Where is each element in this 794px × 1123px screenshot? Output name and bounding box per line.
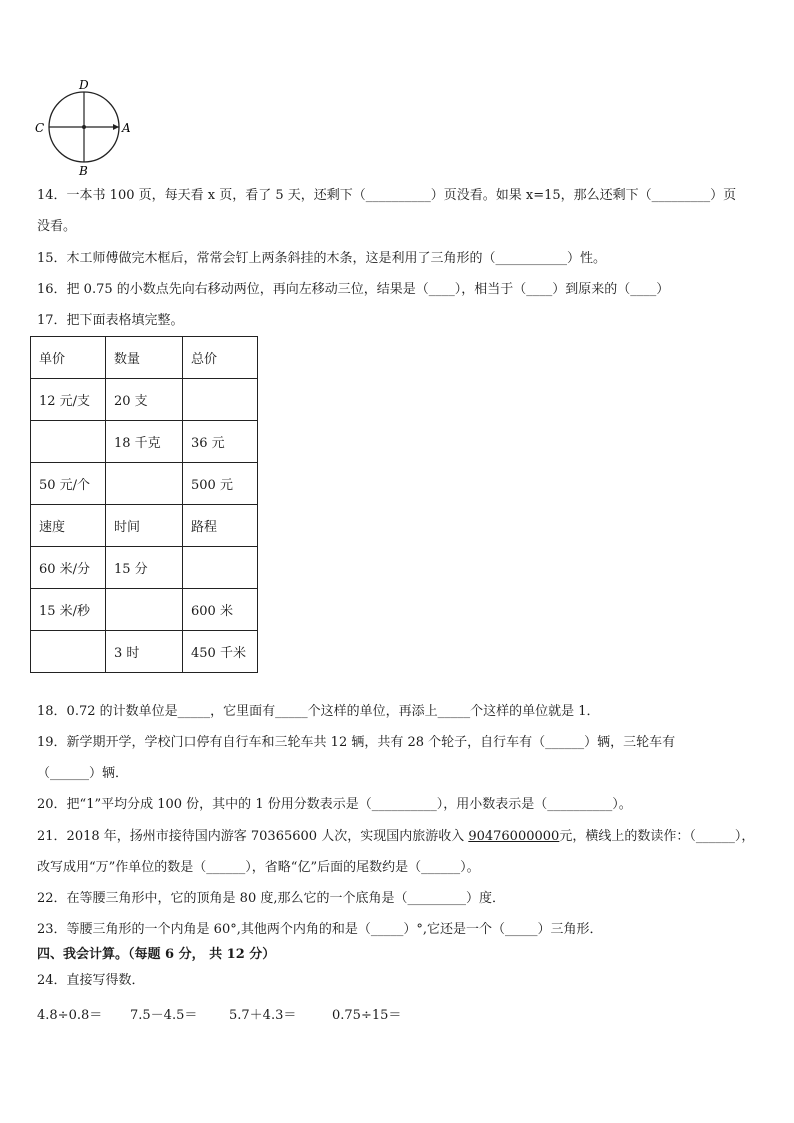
label-c: C (35, 121, 45, 135)
label-d: D (79, 78, 89, 92)
table-cell: 总价 (183, 337, 258, 379)
question-19-line2: （______）辆． (37, 766, 129, 781)
question-17: 17．把下面表格填完整。 (37, 313, 184, 328)
table-cell (31, 421, 106, 463)
table-row (31, 589, 258, 631)
table-cell: 路程 (183, 505, 258, 547)
table-row (31, 421, 258, 463)
table-cell: 50 元/个 (31, 463, 106, 505)
question-22: 22．在等腰三角形中，它的顶角是 80 度,那么它的一个底角是（_________）度． (37, 891, 505, 906)
question-21-line1 (37, 829, 754, 845)
expression: 7.5－4.5＝ (130, 1008, 198, 1023)
table-cell: 18 千克 (106, 421, 183, 463)
label-a: A (122, 121, 131, 135)
question-19-line1: 19．新学期开学，学校门口停有自行车和三轮车共 12 辆，共有 28 个轮子，自行车有（______）辆，三轮车有 (37, 735, 676, 750)
label-b: B (79, 164, 88, 176)
table-cell: 时间 (106, 505, 183, 547)
table-cell: 20 支 (106, 379, 183, 421)
section-4-title: 四、我会计算。（每题 6 分， 共 12 分） (37, 947, 276, 962)
fill-table (30, 336, 258, 673)
question-18: 18．0.72 的计数单位是_____，它里面有_____个这样的单位，再添上_____个这样的单位就是 1． (37, 704, 600, 719)
table-row (31, 547, 258, 589)
question-21-text-a: 21．2018 年，扬州市接待国内游客 70365600 人次，实现国内旅游收入 (37, 829, 469, 844)
table-cell: 3 时 (106, 631, 183, 673)
table-cell (183, 547, 258, 589)
table-cell (106, 589, 183, 631)
table-row (31, 631, 258, 673)
table-cell: 15 分 (106, 547, 183, 589)
table-cell: 60 米/分 (31, 547, 106, 589)
table-cell: 数量 (106, 337, 183, 379)
question-14-line2: 没看。 (37, 219, 77, 234)
circle-figure (30, 78, 140, 176)
table-cell: 12 元/支 (31, 379, 106, 421)
table-cell: 36 元 (183, 421, 258, 463)
question-23: 23．等腰三角形的一个内角是 60°,其他两个内角的和是（_____）°,它还是一个（_____）三角形． (37, 922, 603, 937)
table-cell: 500 元 (183, 463, 258, 505)
question-16: 16．把 0.75 的小数点先向右移动两位，再向左移动三位，结果是（____），相当于（____）到原来的（____） (37, 282, 670, 297)
question-21-text-b: 元，横线上的数读作：（______）， (559, 829, 755, 844)
table-row (31, 337, 258, 379)
question-20: 20．把“1”平均分成 100 份，其中的 1 份用分数表示是（__________），用小数表示是（__________）。 (37, 797, 632, 812)
table-row (31, 379, 258, 421)
expression: 5.7＋4.3＝ (229, 1008, 297, 1023)
table-cell: 单价 (31, 337, 106, 379)
expression: 0.75÷15＝ (332, 1008, 402, 1023)
table-row (31, 505, 258, 547)
question-21-line2: 改写成用“万”作单位的数是（______），省略“亿”后面的尾数约是（______）。 (37, 860, 480, 875)
question-15: 15．木工师傅做完木框后，常常会钉上两条斜挂的木条，这是利用了三角形的（___________）性。 (37, 251, 607, 266)
question-14-line1: 14．一本书 100 页，每天看 x 页，看了 5 天，还剩下（__________）页没看。如果 x=15，那么还剩下（_________）页 (37, 188, 737, 203)
table-cell (31, 631, 106, 673)
table-cell: 15 米/秒 (31, 589, 106, 631)
question-24-title: 24．直接写得数． (37, 973, 145, 988)
table-cell (183, 379, 258, 421)
table-cell: 600 米 (183, 589, 258, 631)
question-21-underlined-number: 90476000000 (468, 829, 560, 844)
table-cell: 450 千米 (183, 631, 258, 673)
table-row (31, 463, 258, 505)
table-cell: 速度 (31, 505, 106, 547)
table-cell (106, 463, 183, 505)
expression: 4.8÷0.8＝ (37, 1008, 103, 1023)
